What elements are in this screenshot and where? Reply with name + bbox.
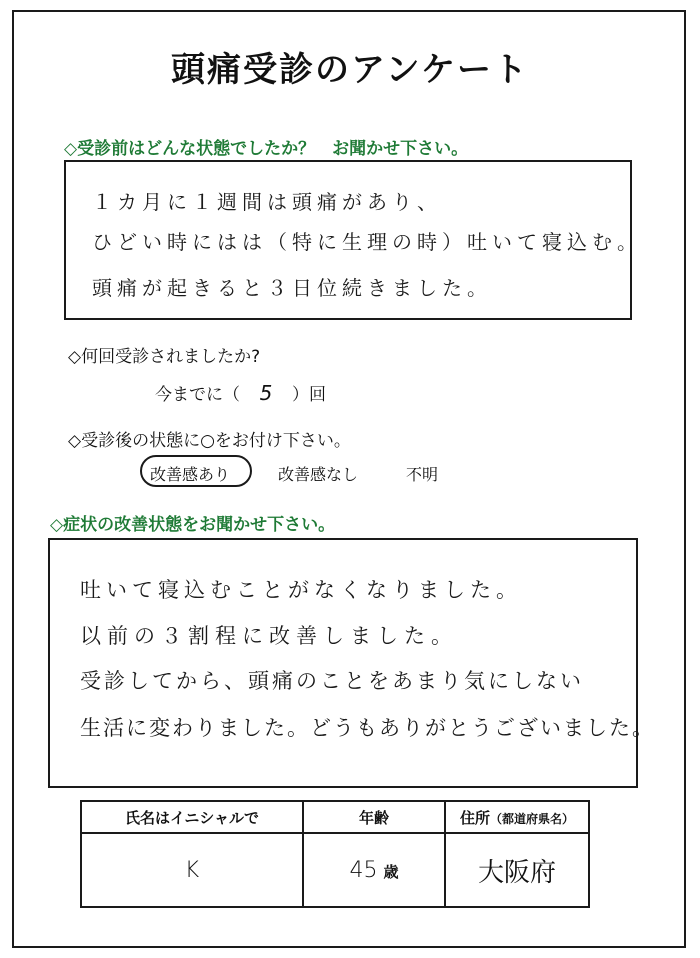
- name-value: K: [81, 833, 303, 907]
- section4-line-1: 吐いて寝込むことがなくなりました。: [80, 578, 522, 602]
- option-improved: 改善感あり: [150, 465, 231, 484]
- respondent-info-table: [80, 800, 590, 908]
- section4-line-2: 以前の３割程に改善しました。: [80, 624, 458, 648]
- section4-line-4: 生活に変わりました。どうもありがとうございました。: [80, 716, 655, 740]
- section1-line-3: 頭痛が起きると３日位続きました。: [92, 276, 492, 300]
- address-header-note: （都道府県名）: [490, 811, 575, 826]
- section1-line-2: ひどい時にはは（特に生理の時）吐いて寝込む。: [92, 230, 642, 254]
- section4-heading: ◇症状の改善状態をお聞かせ下さい。: [50, 515, 336, 535]
- age-header: 年齢: [303, 801, 445, 833]
- visit-count-line: [155, 380, 326, 405]
- section2-heading: ◇何回受診されましたか?: [68, 347, 261, 367]
- section4-line-3: 受診してから、頭痛のことをあまり気にしない: [80, 669, 584, 693]
- age-value: 45: [349, 857, 378, 883]
- age-unit: 歳: [383, 862, 399, 881]
- option-not-improved: 改善感なし: [278, 465, 359, 484]
- address-header: 住所: [459, 808, 490, 827]
- section1-heading: ◇受診前はどんな状態でしたか？ お聞かせ下さい。: [64, 139, 469, 159]
- visit-count-suffix: ）回: [292, 385, 326, 405]
- address-header-cell: [445, 801, 589, 833]
- option-unknown: 不明: [406, 465, 439, 484]
- page-title: 頭痛受診のアンケート: [171, 50, 529, 90]
- section1-line-1: １カ月に１週間は頭痛があり、: [92, 190, 442, 214]
- visit-count-value: 5: [259, 381, 273, 405]
- name-header: 氏名はイニシャルで: [81, 801, 303, 833]
- section3-heading: ◇受診後の状態に○をお付け下さい。: [68, 431, 351, 451]
- address-value: 大阪府: [445, 833, 589, 907]
- age-cell: [303, 833, 445, 907]
- visit-count-prefix: 今までに（: [155, 385, 240, 405]
